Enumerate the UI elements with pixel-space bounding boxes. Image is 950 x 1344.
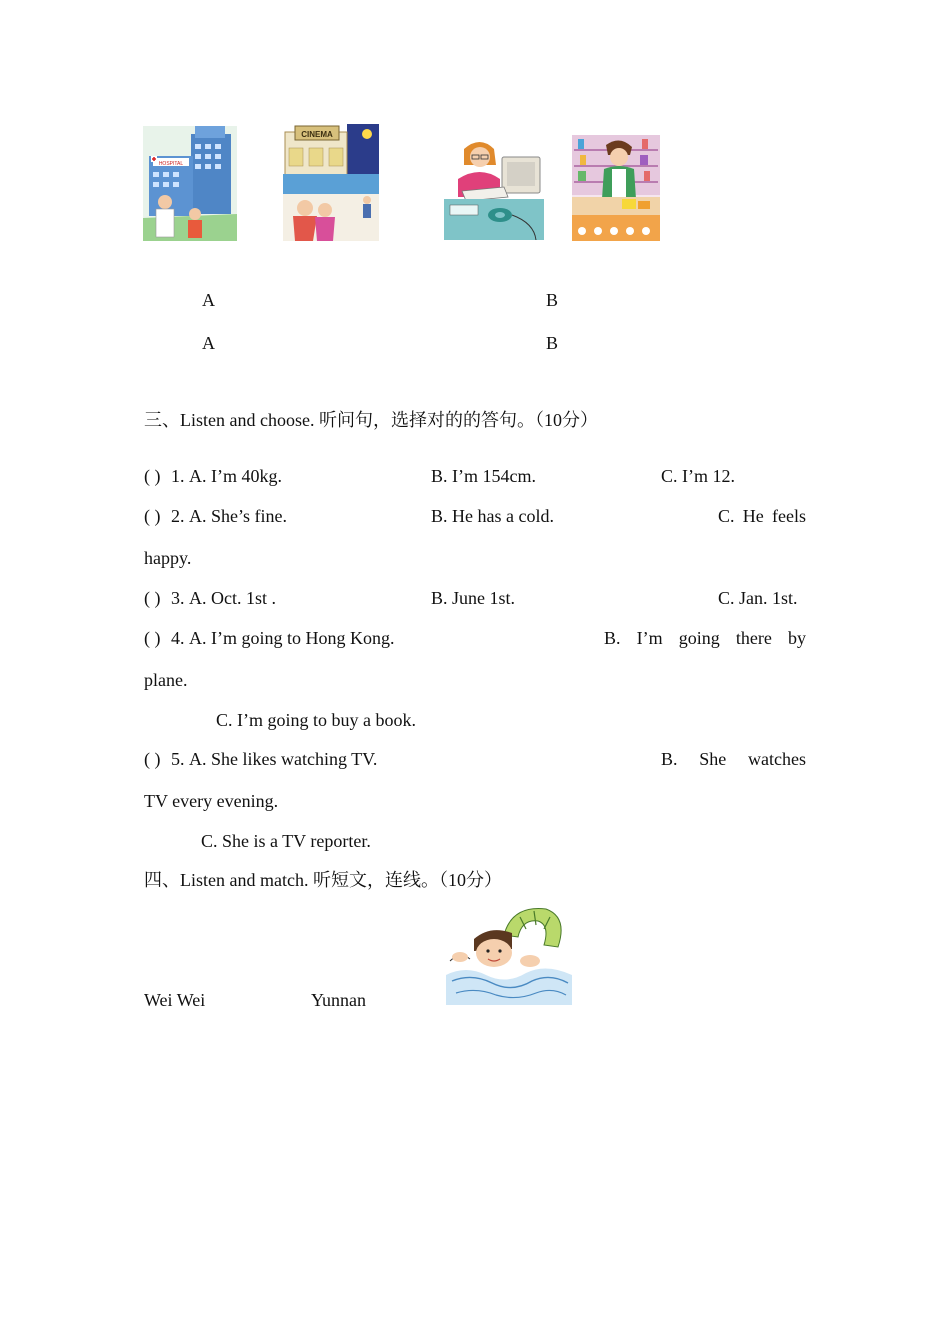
option-label-a-2: A [202, 333, 215, 353]
hospital-sign: HOSPITAL [158, 161, 184, 167]
q5-option-a: A. She likes watching TV. [189, 749, 378, 769]
q4-option-b-word: I’m [636, 628, 663, 648]
swimming-boy-picture [446, 905, 572, 1005]
q1-option-b: B. I’m 154cm. [431, 466, 536, 486]
cinema-illustration [283, 124, 379, 241]
q3-option-a: A. Oct. 1st . [189, 588, 276, 608]
q4-option-b-wrap: plane. [144, 670, 188, 690]
hospital-picture [143, 126, 237, 241]
match-place-yunnan[interactable]: Yunnan [311, 990, 366, 1010]
section-3-heading: 三、Listen and choose. 听问句，选择对的的答句。（10分） [144, 410, 598, 430]
question-number-4: 4. [171, 628, 185, 648]
q2-option-a: A. She’s fine. [189, 506, 287, 526]
option-label-a-1: A [202, 290, 215, 310]
q5-option-b [661, 748, 806, 770]
q5-option-c: C. She is a TV reporter. [201, 831, 371, 851]
shop-assistant-picture [572, 135, 660, 241]
q2-option-c-word: C. [718, 506, 735, 526]
office-worker-picture [444, 135, 544, 240]
q3-option-c: C. Jan. 1st. [718, 588, 798, 608]
office-worker-illustration [444, 135, 544, 240]
hospital-illustration [143, 126, 237, 241]
q4-option-b-word: by [787, 628, 806, 648]
answer-bracket-5[interactable]: ( ) [144, 749, 161, 769]
answer-bracket-3[interactable]: ( ) [144, 588, 161, 608]
q3-option-b: B. June 1st. [431, 588, 516, 608]
answer-bracket-4[interactable]: ( ) [144, 628, 161, 648]
q4-option-b-word: going [678, 628, 720, 648]
answer-bracket-2[interactable]: ( ) [144, 506, 161, 526]
swimming-boy-illustration [446, 905, 572, 1005]
question-number-1: 1. [171, 466, 185, 486]
question-number-5: 5. [171, 749, 185, 769]
q1-option-c: C. I’m 12. [661, 466, 735, 486]
q2-option-c-word: He [742, 506, 764, 526]
question-number-2: 2. [171, 506, 185, 526]
q5-option-b-word: She [699, 749, 727, 769]
option-label-b-2: B [546, 333, 559, 353]
q2-option-c-word: feels [772, 506, 806, 526]
q5-option-b-wrap: TV every evening. [144, 791, 279, 811]
q4-option-c: C. I’m going to buy a book. [216, 710, 416, 730]
q2-option-b: B. He has a cold. [431, 506, 554, 526]
q4-option-b-word: there [735, 628, 772, 648]
q4-option-b [604, 627, 806, 649]
section-4-heading: 四、Listen and match. 听短文，连线。（10分） [144, 870, 502, 890]
question-number-3: 3. [171, 588, 185, 608]
cinema-sign: CINEMA [301, 130, 333, 139]
q1-option-a: A. I’m 40kg. [189, 466, 282, 486]
option-label-b-1: B [546, 290, 559, 310]
q4-option-a: A. I’m going to Hong Kong. [189, 628, 395, 648]
answer-bracket-1[interactable]: ( ) [144, 466, 161, 486]
match-name-wei-wei[interactable]: Wei Wei [144, 990, 206, 1010]
q2-option-c-wrap: happy. [144, 548, 192, 568]
q5-option-b-word: B. [661, 749, 678, 769]
q4-option-b-word: B. [604, 628, 621, 648]
q5-option-b-word: watches [748, 749, 806, 769]
q2-option-c [718, 505, 806, 527]
shop-assistant-illustration [572, 135, 660, 241]
cinema-picture [283, 124, 379, 241]
